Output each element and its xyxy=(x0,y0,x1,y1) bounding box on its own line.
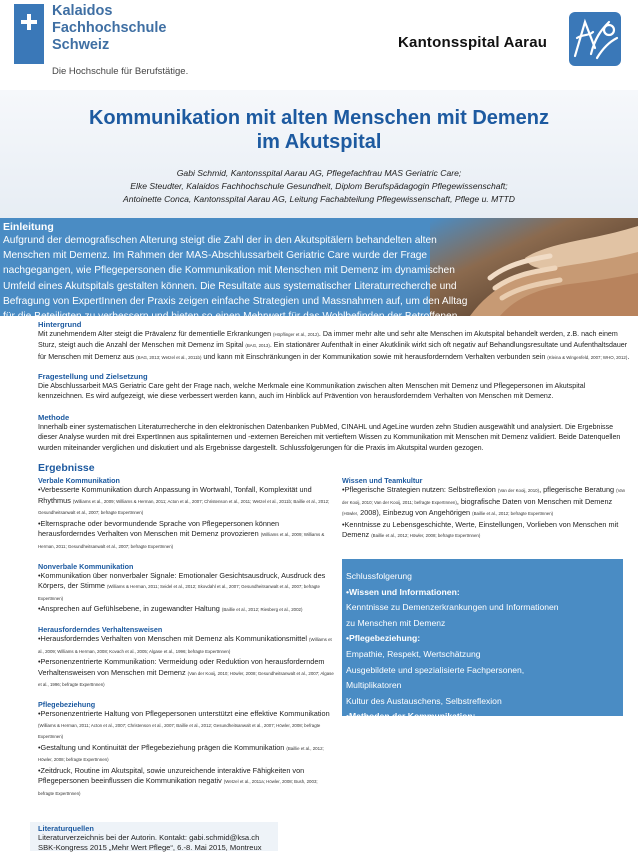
conclusion-line-4: •Pflegebeziehung: xyxy=(342,631,623,647)
poster-title xyxy=(0,106,638,154)
pflege-heading: Pflegebeziehung xyxy=(38,700,334,709)
behaviour-item-1-text: •Herausforderndes Verhalten von Menschen mit Demenz als Kommunikationsmittel xyxy=(38,634,309,643)
conclusion-line-13: Personelle / strukturelle Anpassungen in Akutspitälern xyxy=(342,772,623,788)
conclusion-title: Schlussfolgerung xyxy=(342,559,623,585)
behaviour-item-1-ref: (Williams et al., 2009; Williams & Herman, 2008; Kovach et al., 2005; Algase et al., 1996; befragte ExpertInnen) xyxy=(38,637,332,654)
author-2: Elke Steudter, Kalaidos Fachhochschule Gesundheit, Diplom Berufspädagogin Pflegewissenschaft; xyxy=(0,180,638,193)
title-line1: Kommunikation mit alten Menschen mit Demenz xyxy=(0,106,638,130)
pflege-item-1-ref: (Williams & Herman, 2011; Acton et al., 2007; Christenson et al., 2007; Baillie et al., 2012; Gesundheitsanwalt et al., 2007; Höwler, 2008; befragte ExpertInnen) xyxy=(38,723,320,740)
conclusion-line-1: •Wissen und Informationen: xyxy=(342,585,623,601)
pflege-item-2 xyxy=(38,743,334,766)
wissen-item-1d-text: 2008), Einbezug von Angehörigen xyxy=(358,508,472,517)
literature-line1: Literaturverzeichnis bei der Autorin. Kontakt: gabi.schmid@ksa.ch xyxy=(38,833,262,843)
verbal-item-1 xyxy=(38,485,334,519)
hintergrund-text-a: Mit zunehmendem Alter steigt die Prävalenz für dementielle Erkrankungen xyxy=(38,330,273,338)
pflege-item-3-text: •Zeitdruck, Routine im Akutspital, sowie unzureichende interaktive Fähigkeiten von Pflegepersonen beeinflussen die Kommunikation negativ xyxy=(38,766,304,786)
pflege-item-2-ref: (Baillie et al., 2012; Höwler, 2008; befragte ExpertInnen) xyxy=(38,746,324,763)
methode-text: Innerhalb einer systematischen Literaturrecherche in den elektronischen Datenbanken PubMed, CINAHL und AgeLine wurden zehn Studien ausgewählt und analysiert. Die Ergebnisse dieser Analyse wurden mit drei ExpertInnen aus spitalinternen und -externen Bereichen mit vertieftem Wissen zu Kommunikation mit Menschen mit Demenz validiert. Beide Datenquellen wurden miteinander verglichen und diskutiert und als Ergebnisse dargestellt. Schlussfolgerungen für die Praxis im Akutspital wurden gezogen. xyxy=(38,422,630,453)
wissen-item-2 xyxy=(342,520,626,542)
pflege-item-3-ref: (Wetzel et al., 2011a; Höwler, 2008; Bush, 2003; befragte ExpertInnen) xyxy=(38,779,318,796)
hintergrund-ref-a: (Höpflinger et al., 2012) xyxy=(273,332,319,337)
hintergrund-text-c: . Ein stationärer Aufenthalt in einer Akutklinik wirkt sich oft negativ auf Behandlungsresultate und Aufenthaltsdauer für Menschen mit Demenz aus xyxy=(38,341,627,360)
wissen-item-1b-text: , pflegerische Beratung xyxy=(539,485,616,494)
hintergrund-text-d: und kann mit Einschränkungen in der Kommunikation sowie mit herausforderndem Verhalten verbunden sein xyxy=(201,353,547,361)
nonverbal-item-2 xyxy=(38,604,334,616)
ergebnisse-right-column xyxy=(342,476,626,542)
conclusion-line-11: Kongruente und personenzentrierte Kommunikation xyxy=(342,741,623,757)
verbal-item-2-text: •Elternsprache oder bevormundende Sprache von Pflegepersonen können herausforderndes Verhalten von Menschen mit Demenz provozieren xyxy=(38,519,279,539)
conclusion-line-12: •Herausforderungen für die Zukunft: xyxy=(342,756,623,772)
nonverbal-item-2-ref: (Baillie et al., 2012; Riesberg et al., 2002) xyxy=(222,607,303,612)
behaviour-item-2-text: •Personenzentrierte Kommunikation: Vermeidung oder Reduktion von herausforderndem Verhaltensweisen von Menschen mit Demenz xyxy=(38,657,325,677)
hintergrund-ref-c: (BAG, 2013; Wetzel et al., 2011b) xyxy=(136,355,201,360)
nonverbal-item-1-ref: (Williams & Herman, 2011; Seidel et al., 2012; Skovdahl et al., 2007; Gesundheitsanwalt et al., 2007; befragte ExpertInnen) xyxy=(38,584,320,601)
pflege-item-1-text: •Personenzentrierte Haltung von Pflegepersonen unterstützt eine effektive Kommunikation xyxy=(38,709,330,718)
conclusion-line-2: Kenntnisse zu Demenzerkrankungen und Informationen xyxy=(342,600,623,616)
wissen-item-1c-ref: (Höwler, xyxy=(342,511,358,516)
hintergrund-text-b: . Da immer mehr alte und sehr alte Menschen im Akutspital behandelt werden, z.B. nach einem Sturz, steigt auch die Anzahl der Menschen mit Demenz im Spital xyxy=(38,330,618,349)
ergebnisse-heading: Ergebnisse xyxy=(38,462,95,474)
swiss-cross-icon xyxy=(19,12,39,32)
logo-line2: Fachhochschule xyxy=(52,20,166,37)
authors xyxy=(0,167,638,206)
wissen-item-1-text: •Pflegerische Strategien nutzen: Selbstreflexion xyxy=(342,485,498,494)
nonverbal-heading: Nonverbale Kommunikation xyxy=(38,562,334,571)
behaviour-item-2-ref: (Van der Kooij, 2010; Höwler, 2008; Gesundheitsanwalt et al., 2007; Algase et al., 1996; befragte ExpertInnen) xyxy=(38,671,334,688)
logo-seal-icon xyxy=(14,4,44,64)
intro-text: Aufgrund der demografischen Alterung steigt die Zahl der in den Akutspitälern behandelten alten Menschen mit Demenz. Im Rahmen der MAS-Abschlussarbeit Geriatric Care wurde der Frage nachgegangen, wie Pflegepersonen die Kommunikation mit Menschen mit Demenz im dynamischen Umfeld eines Akutspitals gestalten können. Die Resultate aus systematischer Literaturrecherche und Befragung von ExpertInnen der Praxis zeigen einfache Strategien und Massnahmen auf, um den Alltag für die Beteiligten zu verbessern und bieten so einen Mehrwert für das Wohlbefinden der Betroffenen. xyxy=(3,233,468,324)
wissen-item-1c-text: , biografische Daten von Menschen mit Demenz xyxy=(457,497,612,506)
conclusion-line-6: Ausgebildete und spezialisierte Fachpersonen, xyxy=(342,663,623,679)
conclusion-line-7: Multiplikatoren xyxy=(342,678,623,694)
wissen-item-2-text: •Kenntnisse zu Lebensgeschichte, Werte, Einstellungen, Vorlieben von Menschen mit Demenz xyxy=(342,520,618,540)
nonverbal-item-1 xyxy=(38,571,334,605)
wissen-heading: Wissen und Teamkultur xyxy=(342,476,626,485)
partner-logo-text: Kantonsspital Aarau xyxy=(398,34,547,51)
wissen-item-2-ref: (Baillie et al., 2012; Höwler, 2008; befragte ExpertInnen) xyxy=(371,533,480,538)
conclusion-line-10: Breites Instrumentarium an Kommunikationstechniken xyxy=(342,725,623,741)
verbal-heading: Verbale Kommunikation xyxy=(38,476,334,485)
methode-heading: Methode xyxy=(38,413,69,422)
pflege-item-3 xyxy=(38,766,334,800)
behaviour-item-2 xyxy=(38,657,334,691)
author-3: Antoinette Conca, Kantonsspital Aarau AG, Leitung Fachabteilung Pflegewissenschaft, Pflege u. MTTD xyxy=(0,193,638,206)
hintergrund-ref-b: (BAG, 2013) xyxy=(245,343,269,348)
kalaidos-logo xyxy=(14,4,232,90)
conclusion-line-3: zu Menschen mit Demenz xyxy=(342,616,623,632)
wissen-item-1b-ref: (Van der Kooij, 2010; Van der Kooij, 2011; befragte ExpertInnen) xyxy=(342,488,625,505)
conclusion-line-5: Empathie, Respekt, Wertschätzung xyxy=(342,647,623,663)
title-line2: im Akutspital xyxy=(0,130,638,154)
wissen-item-1-ref: (Van der Kooij, 2010) xyxy=(498,488,539,493)
literature-line2: SBK-Kongress 2015 „Mehr Wert Pflege“, 6.-8. Mai 2015, Montreux xyxy=(38,843,262,852)
hintergrund-heading: Hintergrund xyxy=(38,320,81,329)
literature-text xyxy=(38,833,262,852)
wissen-item-1d-ref: (Baillie et al., 2012; befragte ExpertInnen) xyxy=(472,511,553,516)
author-1: Gabi Schmid, Kantonsspital Aarau AG, Pflegefachfrau MAS Geriatric Care; xyxy=(0,167,638,180)
hintergrund-text xyxy=(38,329,630,363)
intro-heading: Einleitung xyxy=(3,221,54,233)
pflege-item-1 xyxy=(38,709,334,743)
behaviour-item-1 xyxy=(38,634,334,657)
logo-line1: Kalaidos xyxy=(52,3,166,20)
hintergrund-text-e: . xyxy=(627,353,629,361)
fragestellung-text: Die Abschlussarbeit MAS Geriatric Care geht der Frage nach, welche Merkmale eine Kommunikation zwischen alten Menschen mit Demenz und Pflegepersonen im Akutspital kennzeichnen. Es wird aufgezeigt, wie diese verbessert werden kann, auch im Hinblick auf Prävention von herausforderndem Verhalten von Menschen mit Demenz. xyxy=(38,381,630,402)
logo-line3: Schweiz xyxy=(52,37,166,54)
conclusion-line-9: •Methoden der Kommunikation: xyxy=(342,709,623,725)
verbal-item-1-ref: (Williams et al., 2009; Williams & Herman, 2011; Acton et al., 2007; Christenson et al., 2011; Wetzel et al., 2011b; Baillie et al., 2012; Gesundheitsanwalt et al., 2007; befragte ExpertInnen) xyxy=(38,499,329,516)
fragestellung-heading: Fragestellung und Zielsetzung xyxy=(38,372,148,381)
wissen-item-1 xyxy=(342,485,626,520)
conclusion-line-8: Kultur des Austauschens, Selbstreflexion xyxy=(342,694,623,710)
verbal-item-1-text: •Verbesserte Kommunikation durch Anpassung in Wortwahl, Tonfall, Komplexität und Rhythmus xyxy=(38,485,312,505)
logo-name xyxy=(52,3,166,54)
behaviour-heading: Herausforderndes Verhaltensweisen xyxy=(38,625,334,634)
verbal-item-2-ref: (Williams et al., 2009; Williams & Herman, 2011; Gesundheitsanwalt et al., 2007; befragte ExpertInnen) xyxy=(38,532,324,549)
hintergrund-ref-d: (Kleina & Wingenfeld, 2007; WHO, 2012) xyxy=(547,355,627,360)
verbal-item-2 xyxy=(38,519,334,553)
nonverbal-item-2-text: •Ansprechen auf Gefühlsebene, in zugewandter Haltung xyxy=(38,604,222,613)
ksa-emblem-icon xyxy=(565,8,625,70)
literature-heading: Literaturquellen xyxy=(38,824,94,833)
logo-tagline: Die Hochschule für Berufstätige. xyxy=(52,66,188,77)
ergebnisse-left-column xyxy=(38,476,334,800)
conclusion-box xyxy=(342,559,623,716)
nonverbal-item-1-text: •Kommunikation über nonverbaler Signale: Emotionaler Gesichtsausdruck, Ausdruck des Körpers, der Stimme xyxy=(38,571,325,591)
pflege-item-2-text: •Gestaltung und Kontinuität der Pflegebeziehung prägen die Kommunikation xyxy=(38,743,286,752)
